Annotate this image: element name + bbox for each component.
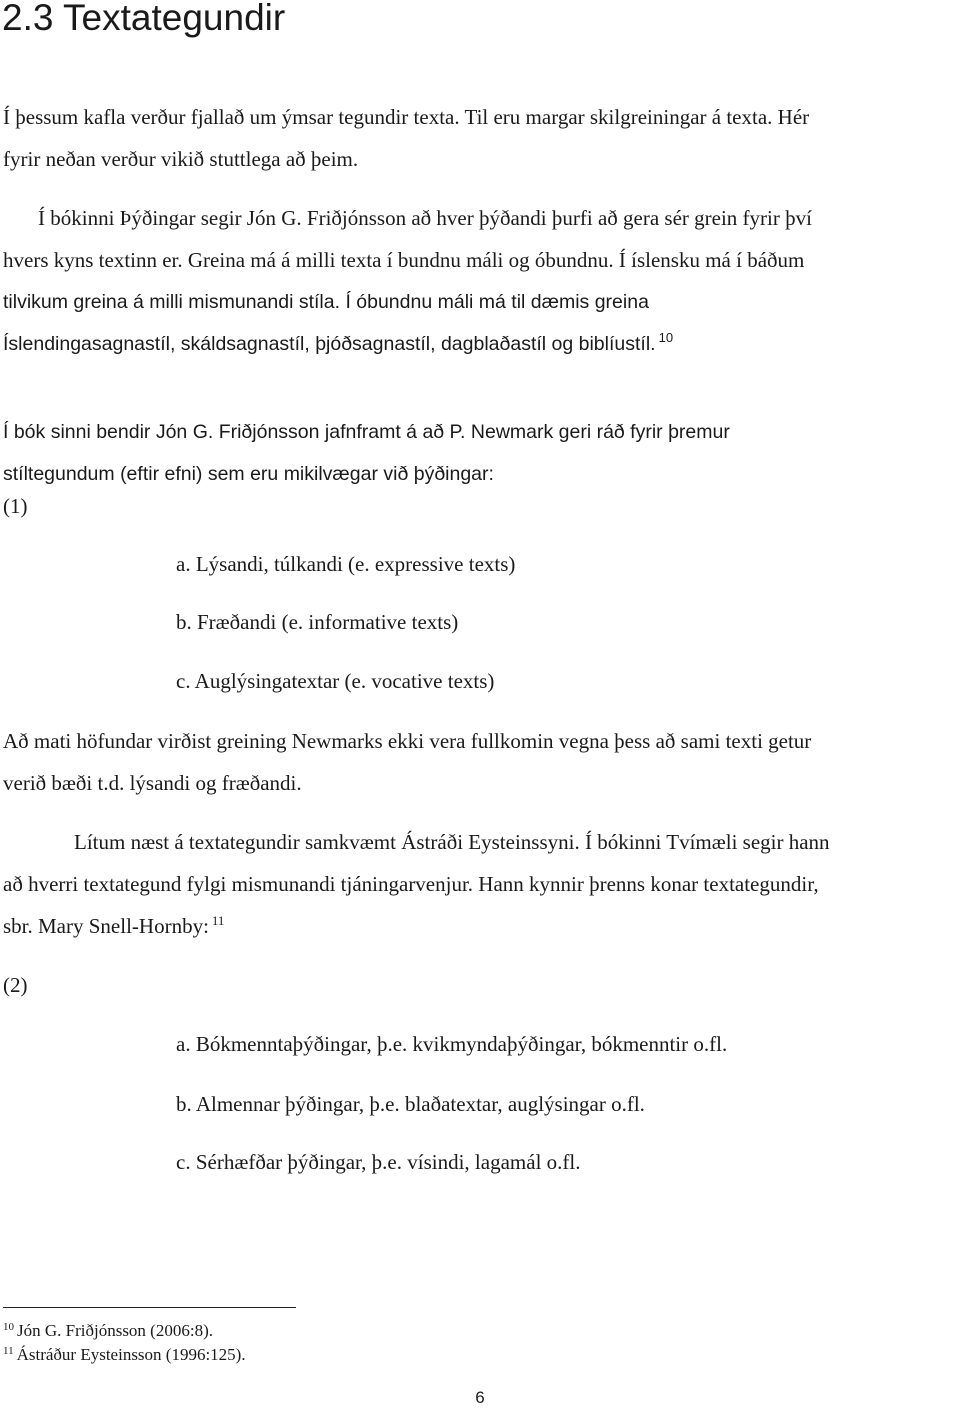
paragraph-line: Í bók sinni bendir Jón G. Friðjónsson jafnframt á að P. Newmark geri ráð fyrir þremur — [3, 421, 730, 443]
list-number: (2) — [3, 973, 28, 997]
paragraph-text: Íslendingasagnastíl, skáldsagnastíl, þjóðsagnastíl, dagblaðastíl og biblíustíl. — [3, 333, 656, 355]
list-item: b. Almennar þýðingar, þ.e. blaðatextar, auglýsingar o.fl. — [176, 1092, 645, 1116]
footnote — [3, 1345, 246, 1365]
paragraph-line: Í þessum kafla verður fjallað um ýmsar tegundir texta. Til eru margar skilgreiningar á texta. Hér — [3, 105, 810, 129]
paragraph-line: Lítum næst á textategundir samkvæmt Ástráði Eysteinssyni. Í bókinni Tvímæli segir hann — [74, 830, 830, 854]
footnote-ref-10[interactable]: 10 — [658, 330, 674, 345]
paragraph-line: að hverri textategund fylgi mismunandi tjáningarvenjur. Hann kynnir þrenns konar textategundir, — [3, 872, 819, 896]
paragraph-line: stíltegundum (eftir efni) sem eru mikilvægar við þýðingar: — [3, 463, 494, 485]
paragraph-line: hvers kyns textinn er. Greina má á milli texta í bundnu máli og óbundnu. Í íslensku má í báðum — [3, 248, 805, 272]
footnote-text: Jón G. Friðjónsson (2006:8). — [17, 1321, 213, 1340]
section-title: 2.3 Textategundir — [2, 0, 286, 38]
paragraph-line: tilvikum greina á milli mismunandi stíla. Í óbundnu máli má til dæmis greina — [3, 291, 649, 313]
footnote-text: Ástráður Eysteinsson (1996:125). — [16, 1345, 246, 1364]
footnote-ref-11[interactable]: 11 — [211, 913, 225, 928]
list-item: b. Fræðandi (e. informative texts) — [176, 610, 459, 634]
paragraph-line: fyrir neðan verður vikið stuttlega að þeim. — [3, 147, 359, 171]
list-item: a. Lýsandi, túlkandi (e. expressive texts) — [176, 552, 516, 576]
footnote-separator — [3, 1307, 296, 1308]
paragraph-line: Að mati höfundar virðist greining Newmarks ekki vera fullkomin vegna þess að sami texti getur — [3, 729, 812, 753]
page-number: 6 — [475, 1388, 485, 1407]
footnote-number: 11 — [3, 1345, 14, 1357]
list-item: c. Sérhæfðar þýðingar, þ.e. vísindi, lagamál o.fl. — [176, 1150, 581, 1174]
footnote — [3, 1321, 213, 1341]
list-item: a. Bókmenntaþýðingar, þ.e. kvikmyndaþýðingar, bókmenntir o.fl. — [176, 1032, 728, 1056]
paragraph-text: sbr. Mary Snell-Hornby: — [3, 914, 209, 938]
list-item: c. Auglýsingatextar (e. vocative texts) — [176, 669, 495, 693]
footnote-number: 10 — [3, 1321, 14, 1333]
list-number: (1) — [3, 494, 28, 518]
paragraph-line — [3, 913, 224, 939]
paragraph-line: verið bæði t.d. lýsandi og fræðandi. — [3, 771, 302, 795]
paragraph-line — [3, 331, 673, 357]
paragraph-line: Í bókinni Þýðingar segir Jón G. Friðjónsson að hver þýðandi þurfi að gera sér grein fyrir því — [38, 206, 812, 230]
